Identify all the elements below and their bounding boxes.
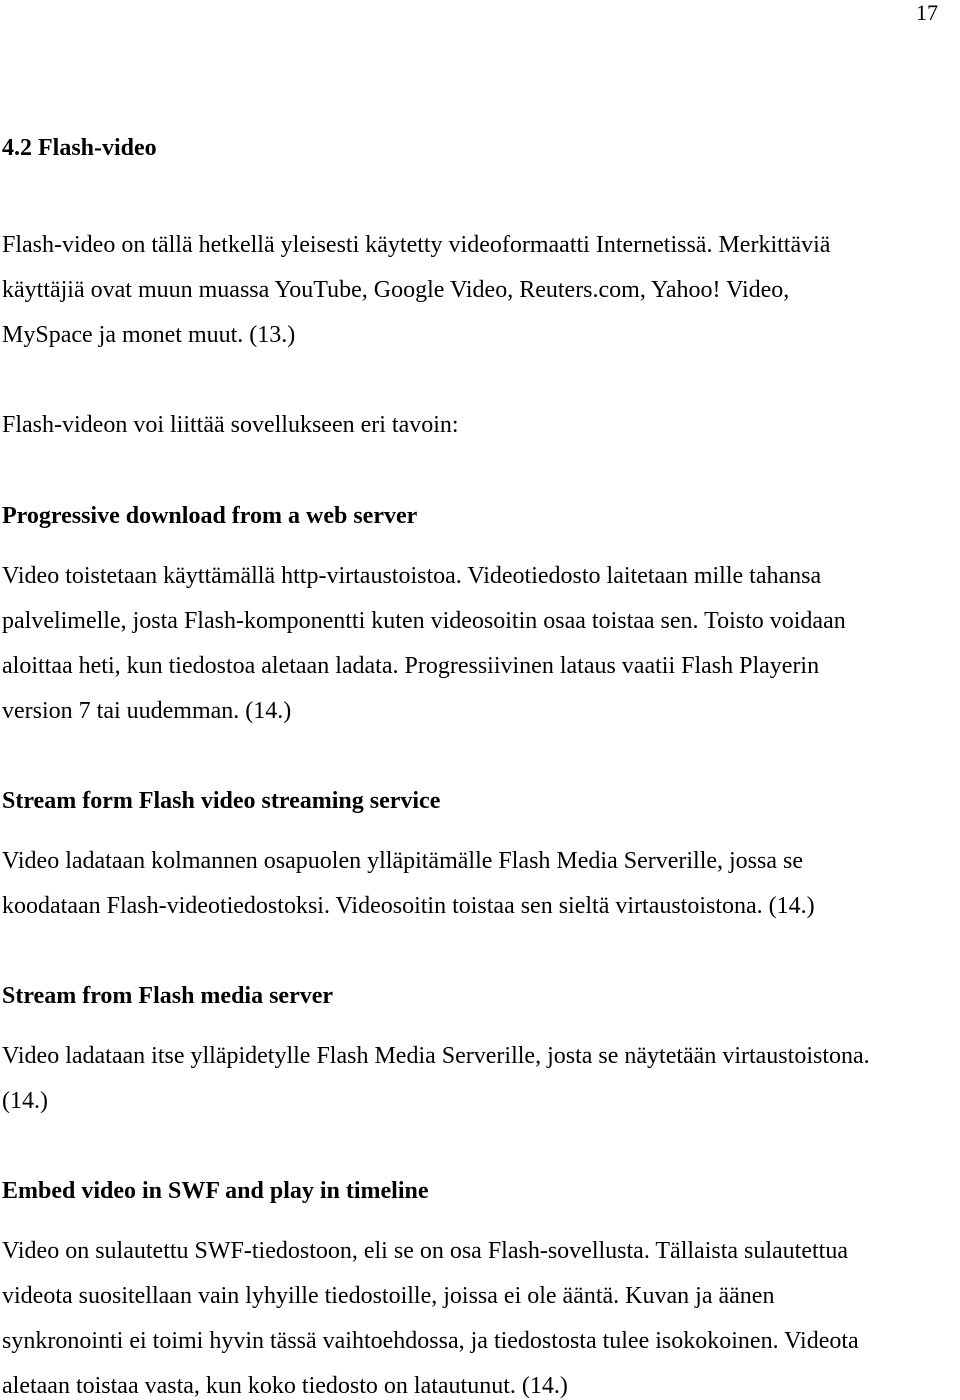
- page-number: 17: [916, 0, 938, 25]
- method-line: version 7 tai uudemman. (14.): [2, 698, 292, 724]
- method-line: aletaan toistaa vasta, kun koko tiedosto on latautunut. (14.): [2, 1373, 568, 1399]
- method-line: koodataan Flash-videotiedostoksi. Videosoitin toistaa sen sieltä virtaustoistona. (14.): [2, 893, 815, 919]
- ways-intro: Flash-videon voi liittää sovellukseen eri tavoin:: [2, 412, 459, 438]
- method-line: palvelimelle, josta Flash-komponentti kuten videosoitin osaa toistaa sen. Toisto voidaan: [2, 608, 846, 634]
- method-line: Video on sulautettu SWF-tiedostoon, eli se on osa Flash-sovellusta. Tällaista sulautettua: [2, 1238, 848, 1264]
- intro-line: MySpace ja monet muut. (13.): [2, 322, 296, 348]
- method-line: (14.): [2, 1088, 48, 1114]
- intro-line: Flash-video on tällä hetkellä yleisesti käytetty videoformaatti Internetissä. Merkittäviä: [2, 232, 831, 258]
- method-heading: Stream from Flash media server: [2, 983, 334, 1009]
- method-line: Video toistetaan käyttämällä http-virtaustoistoa. Videotiedosto laitetaan mille tahansa: [2, 563, 822, 589]
- method-line: Video ladataan kolmannen osapuolen ylläpitämälle Flash Media Serverille, jossa se: [2, 848, 803, 874]
- method-heading: Stream form Flash video streaming service: [2, 788, 441, 814]
- method-heading: Embed video in SWF and play in timeline: [2, 1178, 429, 1204]
- method-heading: Progressive download from a web server: [2, 503, 418, 529]
- intro-line: käyttäjiä ovat muun muassa YouTube, Google Video, Reuters.com, Yahoo! Video,: [2, 277, 790, 303]
- method-line: Video ladataan itse ylläpidetylle Flash Media Serverille, josta se näytetään virtaustoistona.: [2, 1043, 870, 1069]
- method-line: videota suositellaan vain lyhyille tiedostoille, joissa ei ole ääntä. Kuvan ja äänen: [2, 1283, 775, 1309]
- method-line: synkronointi ei toimi hyvin tässä vaihtoehdossa, ja tiedostosta tulee isokokoinen. Videota: [2, 1328, 859, 1354]
- section-title: 4.2 Flash-video: [2, 135, 157, 161]
- method-line: aloittaa heti, kun tiedostoa aletaan ladata. Progressiivinen lataus vaatii Flash Playerin: [2, 653, 820, 679]
